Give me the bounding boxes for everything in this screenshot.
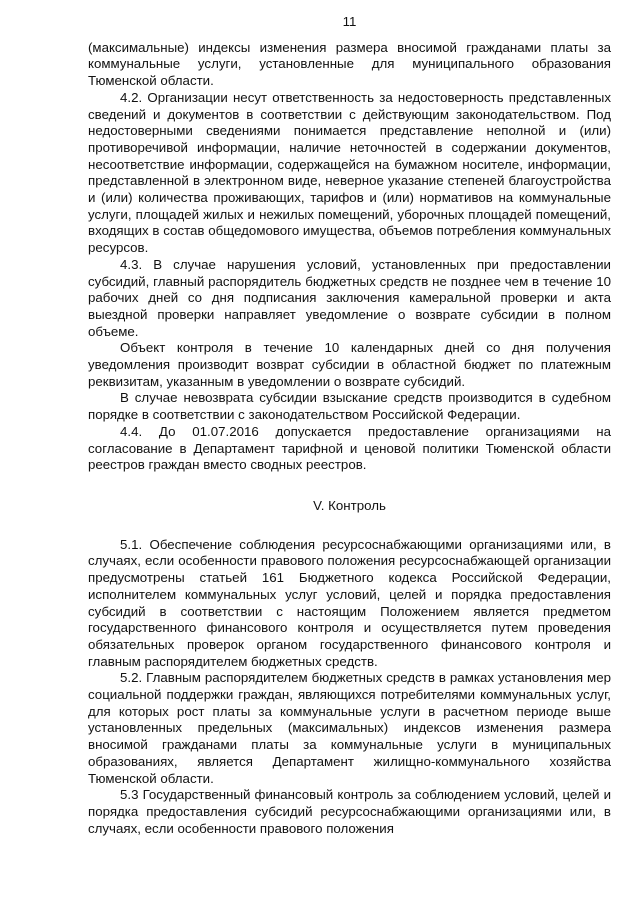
paragraph-4-3: 4.3. В случае нарушения условий, установленных при предоставлении субсидий, главный распорядитель бюджетных средств не позднее чем в течение 10 рабочих дней со дня подписания заключения камеральной проверки и акта выездной проверки направляет уведомление о возврате субсидии в полном объеме. <box>88 256 611 339</box>
paragraph-5-1: 5.1. Обеспечение соблюдения ресурсоснабжающими организациями или, в случаях, если особенности правового положения ресурсоснабжающей организации предусмотрены статьей 161 Бюджетного кодекса Российской Федерации, исполнителем коммунальных услуг условий, целей и порядка предоставления субсидий в соответствии с настоящим Положением является предметом государственного финансового контроля и осуществляется путем проведения обязательных проверок органом государственного финансового контроля и главным распорядителем бюджетных средств. <box>88 536 611 669</box>
paragraph-5-3: 5.3 Государственный финансовый контроль за соблюдением условий, целей и порядка предоставления субсидий ресурсоснабжающими организациями или, в случаях, если особенности правового положения <box>88 787 611 836</box>
document-page <box>88 14 611 837</box>
section-heading: V. Контроль <box>313 497 386 513</box>
paragraph-continuation: (максимальные) индексы изменения размера вносимой гражданами платы за коммунальные услуги, установленные для муниципального образования Тюменской области. <box>88 39 611 89</box>
page-number: 11 <box>342 14 357 29</box>
paragraph-4-4: 4.4. До 01.07.2016 допускается предоставление организациями на согласование в Департамент тарифной и ценовой политики Тюменской области реестров граждан вместо сводных реестров. <box>88 423 611 473</box>
paragraph-4-2: 4.2. Организации несут ответственность за недостоверность представленных сведений и документов в соответствии с действующим законодательством. Под недостоверными сведениями понимается представление неполной и (или) противоречивой информации, наличие неточностей в содержании документов, несоответствие информации, содержащейся на бумажном носителе, информации, представленной в электронном виде, неверное указание степеней благоустройства и (или) количества проживающих, тарифов и (или) нормативов на коммунальные услуги, площадей жилых и нежилых помещений, уборочных площадей помещений, входящих в состав общедомового имущества, объемов потребления коммунальных ресурсов. <box>88 89 611 256</box>
paragraph-4-3-return: Объект контроля в течение 10 календарных дней со дня получения уведомления производит возврат субсидии в областной бюджет по платежным реквизитам, указанным в уведомлении о возврате субсидий. <box>88 340 611 389</box>
paragraph-4-3-recovery: В случае невозврата субсидии взыскание средств производится в судебном порядке в соответствии с законодательством Российской Федерации. <box>88 390 611 423</box>
paragraph-5-2: 5.2. Главным распорядителем бюджетных средств в рамках установления мер социальной поддержки граждан, являющихся потребителями коммунальных услуг, для которых рост платы за коммунальные услуги в расчетном периоде выше установленных предельных (максимальных) индексов изменения размера вносимой гражданами платы за коммунальные услуги в муниципальных образованиях, является Департамент жилищно-коммунального хозяйства Тюменской области. <box>88 670 611 786</box>
